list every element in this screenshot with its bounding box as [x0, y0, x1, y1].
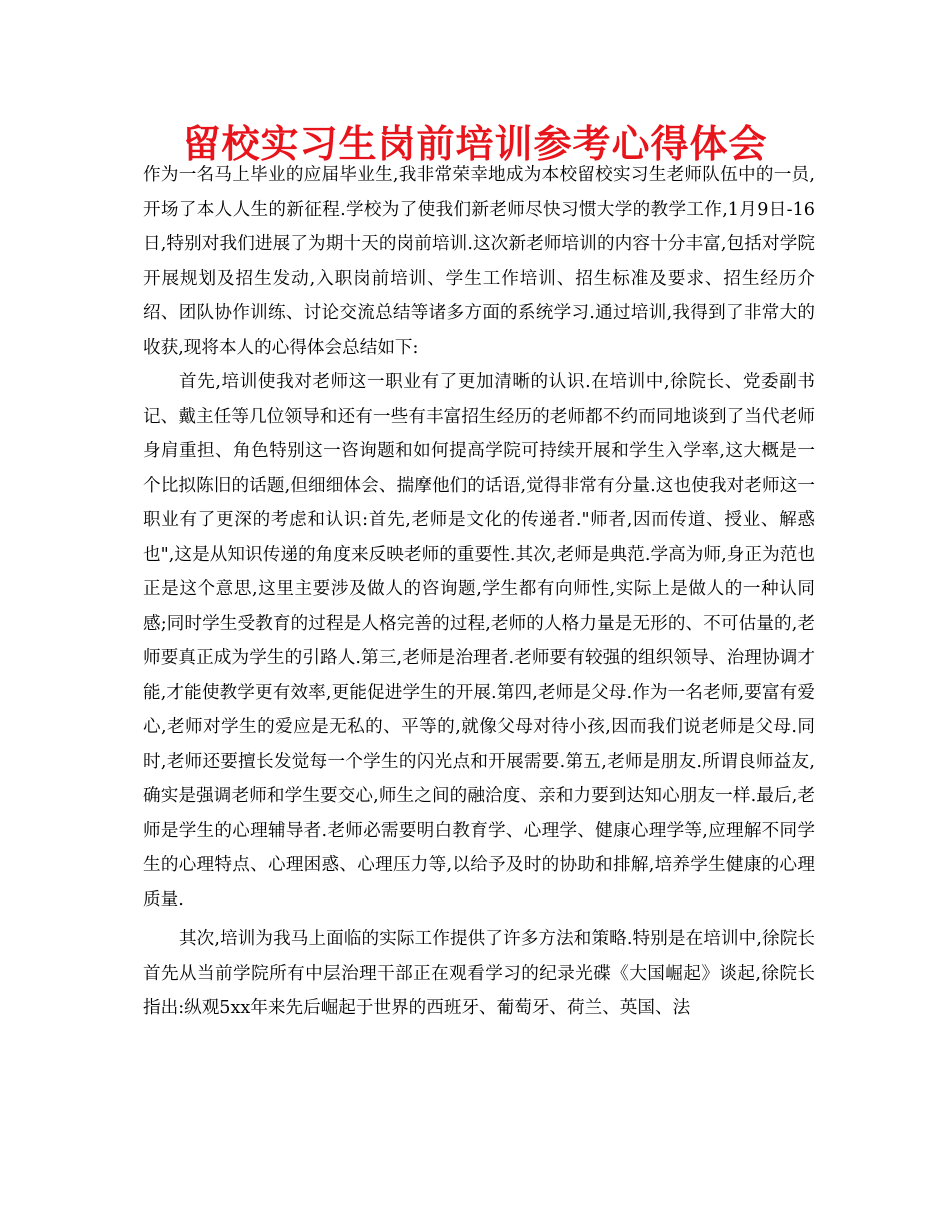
document-body	[143, 158, 815, 1026]
paragraph-second-point: 其次,培训为我马上面临的实际工作提供了许多方法和策略.特别是在培训中,徐院长首先从当前学院所有中层治理干部正在观看学习的纪录光碟《大国崛起》谈起,徐院长指出:纵观5xx年来先后崛起于世界的西班牙、葡萄牙、荷兰、英国、法	[143, 929, 815, 1018]
paragraph-first-point: 首先,培训使我对老师这一职业有了更加清晰的认识.在培训中,徐院长、党委副书记、戴主任等几位领导和还有一些有丰富招生经历的老师都不约而同地谈到了当代老师身肩重担、角色特别这一咨询题和如何提高学院可持续开展和学生入学率,这大概是一个比拟陈旧的话题,但细细体会、揣摩他们的话语,觉得非常有分量.这也使我对老师这一职业有了更深的考虑和认识:首先,老师是文化的传递者."师者,因而传道、授业、解惑也",这是从知识传递的角度来反映老师的重要性.其次,老师是典范.学高为师,身正为范也正是这个意思,这里主要涉及做人的咨询题,学生都有向师性,实际上是做人的一种认同感;同时学生受教育的过程是人格完善的过程,老师的人格力量是无形的、不可估量的,老师要真正成为学生的引路人.第三,老师是治理者.老师要有较强的组织领导、治理协调才能,才能使教学更有效率,更能促进学生的开展.第四,老师是父母.作为一名老师,要富有爱心,老师对学生的爱应是无私的、平等的,就像父母对待小孩,因而我们说老师是父母.同时,老师还要擅长发觉每一个学生的闪光点和开展需要.第五,老师是朋友.所谓良师益友,确实是强调老师和学生要交心,师生之间的融洽度、亲和力要到达知心朋友一样.最后,老师是学生的心理辅导者.老师必需要明白教育学、心理学、健康心理学等,应理解不同学生的心理特点、心理困惑、心理压力等,以给予及时的协助和排解,培养学生健康的心理质量.	[143, 372, 815, 910]
document-title: 留校实习生岗前培训参考心得体会	[182, 122, 768, 166]
paragraph-intro: 作为一名马上毕业的应届毕业生,我非常荣幸地成为本校留校实习生老师队伍中的一员,开场了本人人生的新征程.学校为了使我们新老师尽快习惯大学的教学工作,1月9日-16日,特别对我们进展了为期十天的岗前培训.这次新老师培训的内容十分丰富,包括对学院开展规划及招生发动,入职岗前培训、学生工作培训、招生标准及要求、招生经历介绍、团队协作训练、讨论交流总结等诸多方面的系统学习.通过培训,我得到了非常大的收获,现将本人的心得体会总结如下:	[143, 165, 815, 358]
